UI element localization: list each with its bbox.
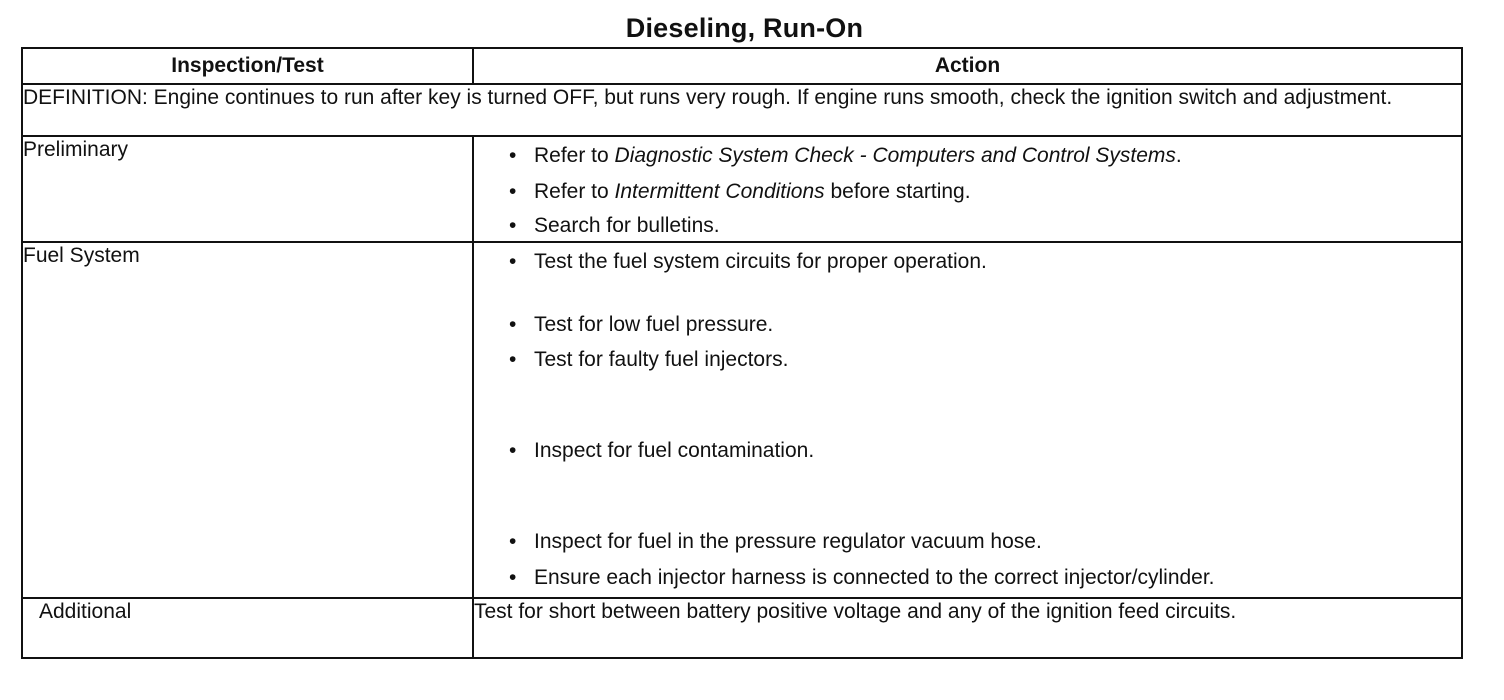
action-text-suffix: before starting. bbox=[824, 180, 971, 203]
bullet-icon: • bbox=[509, 566, 517, 589]
list-item bbox=[504, 249, 1461, 275]
action-text: Refer to bbox=[534, 144, 615, 167]
list-item bbox=[504, 179, 1461, 205]
diagnostic-table bbox=[21, 47, 1463, 659]
row-label-additional: Additional bbox=[22, 598, 473, 658]
bullet-icon: • bbox=[509, 214, 517, 237]
list-item bbox=[504, 347, 1461, 373]
list-item bbox=[504, 143, 1461, 169]
table-header-row bbox=[22, 48, 1462, 84]
list-item bbox=[504, 565, 1461, 591]
action-text: Search for bulletins. bbox=[534, 214, 720, 237]
header-action: Action bbox=[473, 48, 1462, 84]
row-label-fuel-system: Fuel System bbox=[22, 242, 473, 598]
action-cell bbox=[473, 242, 1462, 598]
action-text: Inspect for fuel contamination. bbox=[534, 439, 815, 462]
bullet-icon: • bbox=[509, 250, 517, 273]
list-item bbox=[504, 213, 1461, 239]
action-text: Test for low fuel pressure. bbox=[534, 313, 774, 336]
definition-row bbox=[22, 84, 1462, 136]
table-row bbox=[22, 598, 1462, 658]
table-row bbox=[22, 242, 1462, 598]
row-label-preliminary: Preliminary bbox=[22, 136, 473, 242]
action-text: Ensure each injector harness is connected to the correct injector/cylinder. bbox=[534, 566, 1215, 589]
action-text-suffix: . bbox=[1175, 144, 1182, 167]
table-row bbox=[22, 136, 1462, 242]
bullet-icon: • bbox=[509, 313, 517, 336]
bullet-icon: • bbox=[509, 180, 517, 203]
definition-text: DEFINITION: Engine continues to run after key is turned OFF, but runs very rough. If engine runs smooth, check the ignition switch and adjustment. bbox=[22, 84, 1462, 136]
bullet-icon: • bbox=[509, 439, 517, 462]
list-item bbox=[504, 438, 1461, 464]
action-reference: Diagnostic System Check - Computers and Control Systems bbox=[614, 144, 1176, 167]
header-inspection-test: Inspection/Test bbox=[22, 48, 473, 84]
action-text: Test the fuel system circuits for proper operation. bbox=[534, 250, 987, 273]
action-text: Inspect for fuel in the pressure regulator vacuum hose. bbox=[534, 530, 1042, 553]
action-reference: Intermittent Conditions bbox=[614, 180, 825, 203]
action-text: Test for faulty fuel injectors. bbox=[534, 348, 789, 371]
list-item bbox=[504, 529, 1461, 555]
action-text: Refer to bbox=[534, 180, 615, 203]
bullet-icon: • bbox=[509, 348, 517, 371]
bullet-icon: • bbox=[509, 144, 517, 167]
additional-action-text: Test for short between battery positive voltage and any of the ignition feed circuits. bbox=[473, 598, 1462, 658]
bullet-icon: • bbox=[509, 530, 517, 553]
action-list bbox=[474, 243, 1461, 591]
list-item bbox=[504, 312, 1461, 338]
action-list bbox=[474, 137, 1461, 239]
page-title: Dieseling, Run-On bbox=[625, 13, 864, 43]
action-cell bbox=[473, 136, 1462, 242]
